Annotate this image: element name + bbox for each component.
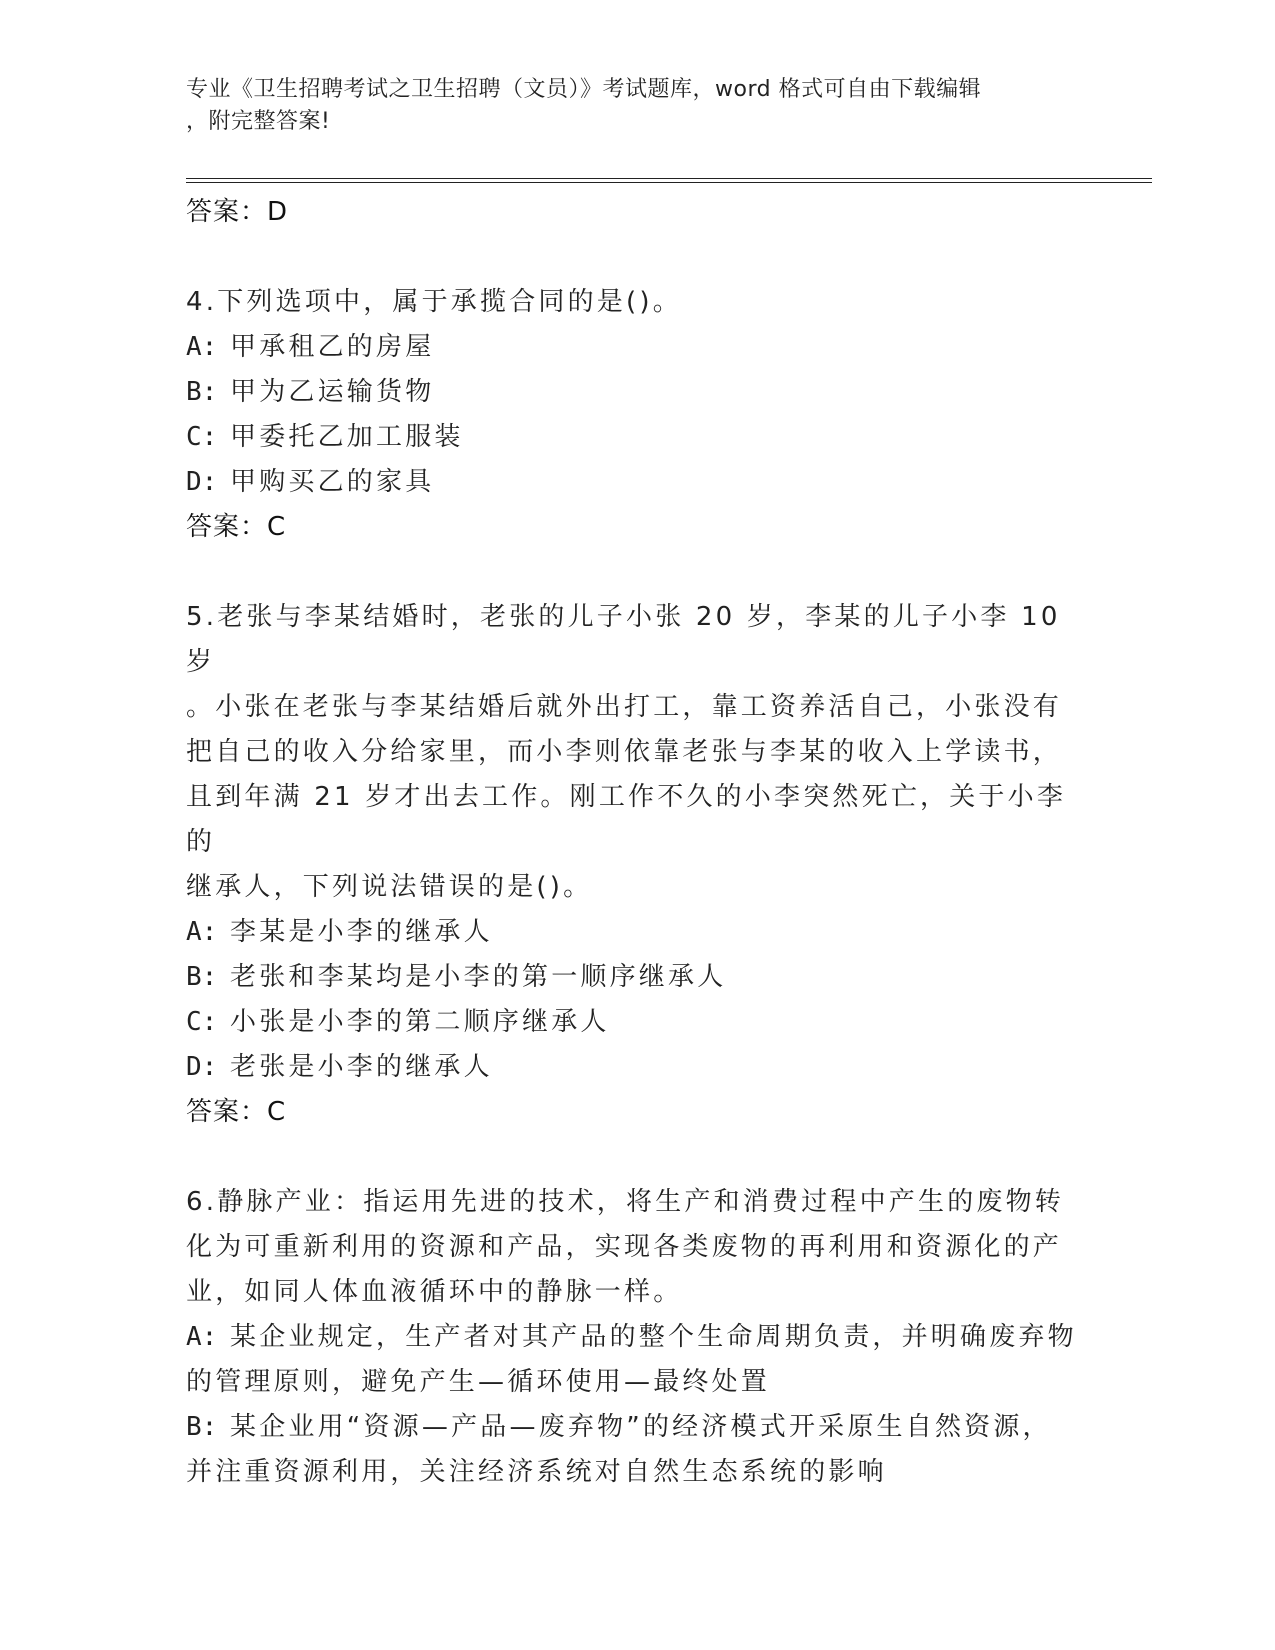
option-letter: D: — [186, 467, 218, 497]
question-text-line: 6.静脉产业：指运用先进的技术，将生产和消费过程中产生的废物转 — [186, 1187, 1065, 1217]
option-letter: B: — [186, 377, 218, 407]
header-line-2: ，附完整答案! — [186, 109, 331, 134]
option-text: 老张和李某均是小李的第一顺序继承人 — [230, 962, 727, 992]
option-text: 小张是小李的第二顺序继承人 — [230, 1007, 610, 1037]
option-letter: B: — [186, 962, 218, 992]
option-letter: A: — [186, 917, 218, 947]
option-d — [186, 460, 1086, 505]
document-body — [186, 190, 1086, 1495]
option-b — [186, 1405, 1086, 1450]
option-text: 某企业规定，生产者对其产品的整个生命周期负责，并明确废弃物 — [230, 1322, 1077, 1352]
option-a — [186, 325, 1086, 370]
header-line-1: 专业《卫生招聘考试之卫生招聘（文员）》考试题库，word 格式可自由下载编辑 — [186, 77, 982, 102]
question-text-line: 化为可重新利用的资源和产品，实现各类废物的再利用和资源化的产 — [186, 1232, 1063, 1262]
answer: 答案：C — [186, 512, 287, 542]
previous-answer: 答案：D — [186, 197, 289, 227]
option-text: 某企业用“资源—产品—废弃物”的经济模式开采原生自然资源， — [230, 1412, 1052, 1442]
question-text-line: 。小张在老张与李某结婚后就外出打工，靠工资养活自己，小张没有 — [186, 692, 1063, 722]
option-text: 甲委托乙加工服装 — [230, 422, 464, 452]
question-text-line: 5.老张与李某结婚时，老张的儿子小张 20 岁，李某的儿子小李 10 岁 — [186, 602, 1061, 677]
option-a — [186, 910, 1086, 955]
option-text: 李某是小李的继承人 — [230, 917, 493, 947]
option-text: 甲购买乙的家具 — [230, 467, 435, 497]
option-c — [186, 1000, 1086, 1045]
option-b — [186, 955, 1086, 1000]
option-c — [186, 415, 1086, 460]
option-letter: C: — [186, 422, 218, 452]
option-d — [186, 1045, 1086, 1090]
option-letter: A: — [186, 332, 218, 362]
option-b — [186, 370, 1086, 415]
option-a-continued: 的管理原则，避免产生—循环使用—最终处置 — [186, 1367, 771, 1397]
question-text-line: 继承人，下列说法错误的是()。 — [186, 872, 593, 902]
option-a — [186, 1315, 1086, 1360]
option-text: 老张是小李的继承人 — [230, 1052, 493, 1082]
option-letter: B: — [186, 1412, 218, 1442]
document-header — [186, 74, 1066, 138]
option-text: 甲承租乙的房屋 — [230, 332, 435, 362]
question-text-line: 把自己的收入分给家里，而小李则依靠老张与李某的收入上学读书， — [186, 737, 1063, 767]
question-4 — [186, 280, 1086, 549]
question-6 — [186, 1180, 1086, 1495]
answer: 答案：C — [186, 1097, 287, 1127]
option-letter: C: — [186, 1007, 218, 1037]
question-text-line: 4.下列选项中，属于承揽合同的是()。 — [186, 287, 682, 317]
option-text: 甲为乙运输货物 — [230, 377, 435, 407]
question-text-line: 且到年满 21 岁才出去工作。刚工作不久的小李突然死亡，关于小李的 — [186, 782, 1067, 857]
option-letter: A: — [186, 1322, 218, 1352]
question-text-line: 业，如同人体血液循环中的静脉一样。 — [186, 1277, 683, 1307]
header-rule-top — [186, 178, 1152, 179]
question-5 — [186, 595, 1086, 1134]
option-letter: D: — [186, 1052, 218, 1082]
option-b-continued: 并注重资源利用，关注经济系统对自然生态系统的影响 — [186, 1457, 887, 1487]
header-rule-bottom — [186, 182, 1152, 183]
